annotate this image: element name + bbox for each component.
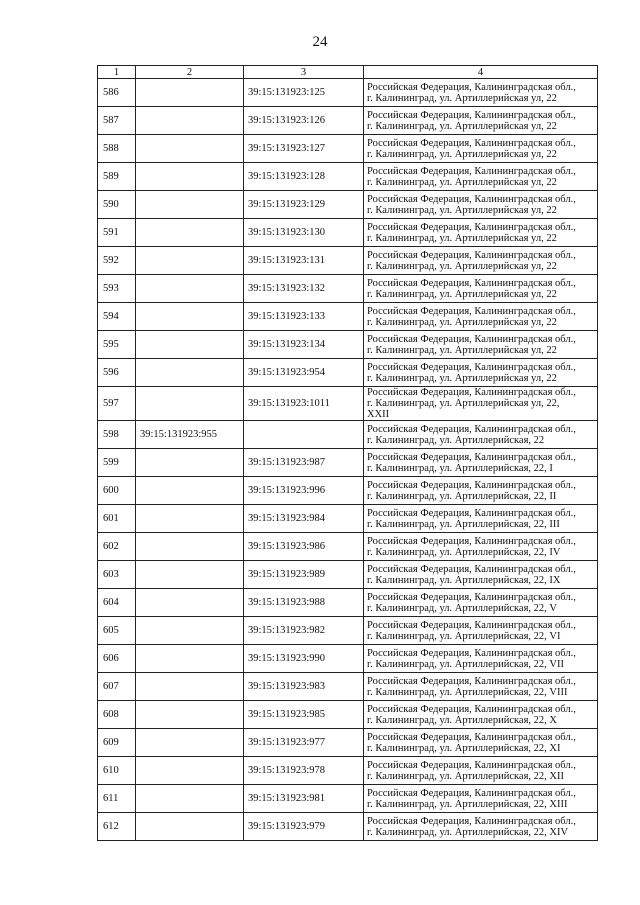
row-number: 605 (98, 617, 136, 645)
address-line: Российская Федерация, Калининградская обл., (367, 563, 576, 575)
address-line: Российская Федерация, Калининградская обл., (367, 815, 576, 827)
table-row (98, 359, 598, 387)
address-line: г. Калининград, ул. Артиллерийская, 22, IV (367, 546, 561, 558)
cadastral-number: 39:15:131923:954 (244, 359, 364, 387)
address-line: г. Калининград, ул. Артиллерийская ул, 22 (367, 92, 557, 104)
address-cell (364, 135, 598, 163)
address-cell (364, 645, 598, 673)
table-row (98, 79, 598, 107)
cadastral-number: 39:15:131923:130 (244, 219, 364, 247)
land-plot-cadastral-number (136, 645, 244, 673)
row-number: 596 (98, 359, 136, 387)
address-cell (364, 387, 598, 421)
address-cell (364, 477, 598, 505)
land-plot-cadastral-number (136, 191, 244, 219)
address-cell (364, 303, 598, 331)
cadastral-number: 39:15:131923:134 (244, 331, 364, 359)
address-cell (364, 191, 598, 219)
address-line: г. Калининград, ул. Артиллерийская, 22, XIV (367, 826, 569, 838)
row-number: 592 (98, 247, 136, 275)
address-cell (364, 449, 598, 477)
row-number: 594 (98, 303, 136, 331)
land-plot-cadastral-number (136, 135, 244, 163)
address-cell (364, 107, 598, 135)
address-line: Российская Федерация, Калининградская обл., (367, 591, 576, 603)
address-cell (364, 359, 598, 387)
cadastral-number: 39:15:131923:129 (244, 191, 364, 219)
table-row (98, 561, 598, 589)
address-line: г. Калининград, ул. Артиллерийская, 22, IX (367, 574, 561, 586)
address-line: Российская Федерация, Калининградская обл., (367, 787, 576, 799)
land-plot-cadastral-number (136, 219, 244, 247)
land-plot-cadastral-number (136, 387, 244, 421)
land-plot-cadastral-number (136, 359, 244, 387)
land-plot-cadastral-number (136, 813, 244, 841)
land-plot-cadastral-number (136, 477, 244, 505)
table-row (98, 449, 598, 477)
table-row (98, 135, 598, 163)
table-row (98, 247, 598, 275)
address-cell (364, 163, 598, 191)
land-plot-cadastral-number (136, 449, 244, 477)
row-number: 606 (98, 645, 136, 673)
address-line: Российская Федерация, Калининградская обл., (367, 647, 576, 659)
cadastral-number: 39:15:131923:125 (244, 79, 364, 107)
land-plot-cadastral-number (136, 617, 244, 645)
page-number: 24 (312, 34, 328, 50)
address-line: г. Калининград, ул. Артиллерийская, 22, X (367, 714, 557, 726)
address-cell (364, 421, 598, 449)
cadastral-number: 39:15:131923:127 (244, 135, 364, 163)
address-cell (364, 701, 598, 729)
table-row (98, 477, 598, 505)
address-line: Российская Федерация, Калининградская обл., (367, 333, 576, 345)
row-number: 587 (98, 107, 136, 135)
column-header-1: 1 (98, 66, 136, 79)
row-number: 590 (98, 191, 136, 219)
address-line: Российская Федерация, Калининградская обл., (367, 277, 576, 289)
address-line: г. Калининград, ул. Артиллерийская ул, 22 (367, 288, 557, 300)
address-line: г. Калининград, ул. Артиллерийская ул, 22 (367, 344, 557, 356)
cadastral-number: 39:15:131923:983 (244, 673, 364, 701)
address-line: г. Калининград, ул. Артиллерийская, 22, VII (367, 658, 564, 670)
address-line: Российская Федерация, Калининградская обл., (367, 759, 576, 771)
address-cell (364, 785, 598, 813)
row-number: 600 (98, 477, 136, 505)
land-plot-cadastral-number: 39:15:131923:955 (136, 421, 244, 449)
address-line: г. Калининград, ул. Артиллерийская ул, 22 (367, 232, 557, 244)
address-cell (364, 673, 598, 701)
table-row (98, 785, 598, 813)
address-line: Российская Федерация, Калининградская обл., (367, 249, 576, 261)
column-header-2: 2 (136, 66, 244, 79)
address-cell (364, 505, 598, 533)
cadastral-number: 39:15:131923:990 (244, 645, 364, 673)
address-line: Российская Федерация, Калининградская обл., (367, 451, 576, 463)
cadastral-number: 39:15:131923:979 (244, 813, 364, 841)
address-line: г. Калининград, ул. Артиллерийская, 22, VIII (367, 686, 568, 698)
column-header-3: 3 (244, 66, 364, 79)
row-number: 599 (98, 449, 136, 477)
address-line: г. Калининград, ул. Артиллерийская, 22, I (367, 462, 553, 474)
cadastral-number: 39:15:131923:132 (244, 275, 364, 303)
address-line: Российская Федерация, Калининградская обл., (367, 165, 576, 177)
row-number: 612 (98, 813, 136, 841)
row-number: 593 (98, 275, 136, 303)
address-cell (364, 331, 598, 359)
row-number: 604 (98, 589, 136, 617)
table-row (98, 387, 598, 421)
address-line: г. Калининград, ул. Артиллерийская ул, 22 (367, 120, 557, 132)
cadastral-number (244, 421, 364, 449)
table-row (98, 533, 598, 561)
address-cell (364, 729, 598, 757)
row-number: 591 (98, 219, 136, 247)
address-cell (364, 757, 598, 785)
table-row (98, 729, 598, 757)
row-number: 597 (98, 387, 136, 421)
table-row (98, 589, 598, 617)
registry-table-body (98, 79, 598, 841)
cadastral-number: 39:15:131923:987 (244, 449, 364, 477)
address-cell (364, 219, 598, 247)
address-line: г. Калининград, ул. Артиллерийская, 22, XI (367, 742, 561, 754)
cadastral-number: 39:15:131923:986 (244, 533, 364, 561)
land-plot-cadastral-number (136, 701, 244, 729)
address-line: Российская Федерация, Калининградская обл., (367, 675, 576, 687)
table-row (98, 505, 598, 533)
land-plot-cadastral-number (136, 673, 244, 701)
registry-table (97, 65, 598, 841)
address-line: г. Калининград, ул. Артиллерийская, 22, III (367, 518, 560, 530)
address-line: г. Калининград, ул. Артиллерийская, 22, VI (367, 630, 561, 642)
address-line: Российская Федерация, Калининградская обл., (367, 535, 576, 547)
row-number: 598 (98, 421, 136, 449)
table-row (98, 645, 598, 673)
table-row (98, 813, 598, 841)
cadastral-number: 39:15:131923:996 (244, 477, 364, 505)
address-line: Российская Федерация, Калининградская обл., (367, 109, 576, 121)
land-plot-cadastral-number (136, 163, 244, 191)
cadastral-number: 39:15:131923:131 (244, 247, 364, 275)
address-line: г. Калининград, ул. Артиллерийская, 22, XII (367, 770, 564, 782)
land-plot-cadastral-number (136, 785, 244, 813)
cadastral-number: 39:15:131923:126 (244, 107, 364, 135)
address-line: г. Калининград, ул. Артиллерийская, 22 (367, 434, 545, 446)
cadastral-number: 39:15:131923:982 (244, 617, 364, 645)
land-plot-cadastral-number (136, 589, 244, 617)
row-number: 602 (98, 533, 136, 561)
land-plot-cadastral-number (136, 303, 244, 331)
land-plot-cadastral-number (136, 561, 244, 589)
land-plot-cadastral-number (136, 533, 244, 561)
cadastral-number: 39:15:131923:984 (244, 505, 364, 533)
address-line: г. Калининград, ул. Артиллерийская ул, 22, (367, 398, 560, 409)
table-row (98, 331, 598, 359)
row-number: 610 (98, 757, 136, 785)
row-number: 608 (98, 701, 136, 729)
land-plot-cadastral-number (136, 729, 244, 757)
row-number: 589 (98, 163, 136, 191)
row-number: 588 (98, 135, 136, 163)
address-line: Российская Федерация, Калининградская обл., (367, 423, 576, 435)
address-line: Российская Федерация, Калининградская обл., (367, 731, 576, 743)
row-number: 607 (98, 673, 136, 701)
address-line: Российская Федерация, Калининградская обл., (367, 305, 576, 317)
table-row (98, 673, 598, 701)
row-number: 603 (98, 561, 136, 589)
cadastral-number: 39:15:131923:977 (244, 729, 364, 757)
address-line: г. Калининград, ул. Артиллерийская, 22, II (367, 490, 557, 502)
address-line: г. Калининград, ул. Артиллерийская, 22, XIII (367, 798, 568, 810)
address-line: г. Калининград, ул. Артиллерийская ул, 22 (367, 204, 557, 216)
address-line: г. Калининград, ул. Артиллерийская ул, 22 (367, 176, 557, 188)
land-plot-cadastral-number (136, 107, 244, 135)
table-row (98, 421, 598, 449)
table-row (98, 757, 598, 785)
table-row (98, 617, 598, 645)
cadastral-number: 39:15:131923:985 (244, 701, 364, 729)
cadastral-number: 39:15:131923:128 (244, 163, 364, 191)
address-line: XXII (367, 409, 390, 420)
land-plot-cadastral-number (136, 275, 244, 303)
address-line: Российская Федерация, Калининградская обл., (367, 221, 576, 233)
address-line: Российская Федерация, Калининградская обл., (367, 479, 576, 491)
address-line: г. Калининград, ул. Артиллерийская ул, 22 (367, 148, 557, 160)
address-cell (364, 533, 598, 561)
address-cell (364, 561, 598, 589)
address-line: Российская Федерация, Калининградская обл., (367, 507, 576, 519)
address-line: Российская Федерация, Калининградская обл., (367, 619, 576, 631)
address-cell (364, 617, 598, 645)
address-cell (364, 813, 598, 841)
table-row (98, 275, 598, 303)
row-number: 586 (98, 79, 136, 107)
cadastral-number: 39:15:131923:978 (244, 757, 364, 785)
cadastral-number: 39:15:131923:988 (244, 589, 364, 617)
address-line: Российская Федерация, Калининградская обл., (367, 387, 576, 398)
address-line: г. Калининград, ул. Артиллерийская, 22, V (367, 602, 557, 614)
address-line: Российская Федерация, Калининградская обл., (367, 193, 576, 205)
row-number: 595 (98, 331, 136, 359)
address-line: г. Калининград, ул. Артиллерийская ул, 22 (367, 316, 557, 328)
table-row (98, 163, 598, 191)
table-row (98, 701, 598, 729)
row-number: 611 (98, 785, 136, 813)
land-plot-cadastral-number (136, 757, 244, 785)
address-cell (364, 79, 598, 107)
row-number: 601 (98, 505, 136, 533)
address-cell (364, 275, 598, 303)
address-line: Российская Федерация, Калининградская обл., (367, 81, 576, 93)
column-header-4: 4 (364, 66, 598, 79)
land-plot-cadastral-number (136, 247, 244, 275)
cadastral-number: 39:15:131923:981 (244, 785, 364, 813)
table-row (98, 303, 598, 331)
cadastral-number: 39:15:131923:989 (244, 561, 364, 589)
address-line: Российская Федерация, Калининградская обл., (367, 137, 576, 149)
land-plot-cadastral-number (136, 505, 244, 533)
land-plot-cadastral-number (136, 331, 244, 359)
address-line: г. Калининград, ул. Артиллерийская ул, 22 (367, 372, 557, 384)
table-row (98, 219, 598, 247)
address-cell (364, 589, 598, 617)
table-row (98, 107, 598, 135)
address-line: г. Калининград, ул. Артиллерийская ул, 22 (367, 260, 557, 272)
cadastral-number: 39:15:131923:1011 (244, 387, 364, 421)
table-row (98, 191, 598, 219)
address-cell (364, 247, 598, 275)
table-header-row (98, 66, 598, 79)
address-line: Российская Федерация, Калининградская обл., (367, 361, 576, 373)
cadastral-number: 39:15:131923:133 (244, 303, 364, 331)
land-plot-cadastral-number (136, 79, 244, 107)
address-line: Российская Федерация, Калининградская обл., (367, 703, 576, 715)
row-number: 609 (98, 729, 136, 757)
